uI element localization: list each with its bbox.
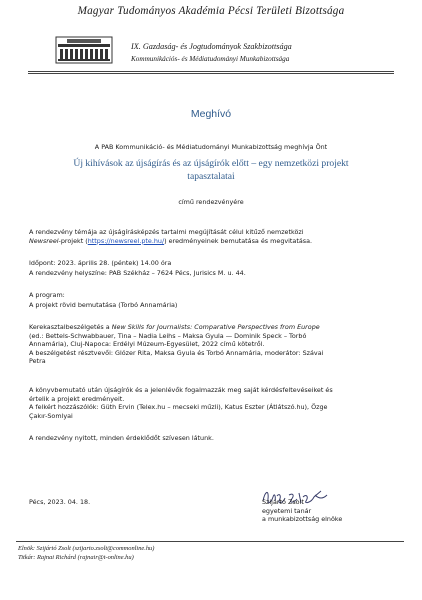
footer-secretary: Titkár: Rajnai Richárd (rajnair@t-online.hu) [18,554,134,561]
signer-block [262,498,402,524]
topic-paragraph [29,228,393,245]
invitation-heading: Meghívó [190,108,232,120]
time-line: Időpont: 2023. április 28. (péntek) 14.00 óra [29,259,172,267]
roundtable-line-3: Annamária), Cluj-Napoca: Erdélyi Múzeum-Egyesület, 2022 című kötetről. [29,340,265,349]
roundtable-intro: Kerekasztalbeszélgetés a [29,323,112,331]
event-title [0,158,422,183]
after-line-3: A felkért hozzászólók: Güth Ervin (Telex.hu – mecseki műzli), Katus Eszter (Átlátszó.hu), Özge [29,403,328,412]
roundtable-line-4: A beszélgetést résztvevői: Glózer Rita, Maksa Gyula és Torbó Annamária, moderátor: Szávai [29,348,324,357]
roundtable-line-5: Petra [29,357,46,366]
topic-text-end: ) eredményeinek bemutatása és megvitatása. [164,236,313,245]
footer-divider [16,541,404,542]
topic-line-2 [29,237,393,246]
signer-name: Szijártó Zsolt [262,498,304,506]
roundtable-line-2: (ed.: Bettels-Schwabbauer, Tina – Nadia Leihs – Maksa Gyula — Dominik Speck – Torbó [29,331,307,340]
event-title-line-2: tapasztalatai [187,170,235,182]
subcommittee-name: Kommunikációs- és Médiatudományi Munkabizottsága [131,55,290,63]
project-link[interactable]: https://newsreel.pte.hu/ [87,236,165,245]
footer-chair: Elnök: Szijártó Zsolt (szijarto.zsolt@commonline.hu) [18,545,155,552]
signer-title-2: a munkabizottság elnöke [262,515,343,524]
project-name: Newsreel [29,236,59,245]
after-line-1: A könyvbemutató után újságírók és a jelenlévők fogalmazzák meg saját kérdésfeltevéseiket és [29,386,333,394]
place-and-date: Pécs, 2023. 04. 18. [29,498,91,506]
event-subtitle: című rendezvényére [178,198,244,206]
header-divider-2 [28,73,394,74]
academy-building-logo [55,36,113,64]
venue-line: A rendezvény helyszíne: PAB Székház – 7624 Pécs, Jurisics M. u. 44. [29,269,246,277]
after-paragraph [29,386,393,420]
header-divider [28,71,394,72]
after-line-2: értelik a projekt eredményeit. [29,394,125,403]
roundtable-line-1 [29,323,393,332]
open-event-note: A rendezvény nyitott, minden érdeklődőt szívesen látunk. [29,434,214,442]
signer-title-1: egyetemi tanár [262,506,312,515]
roundtable-paragraph [29,323,393,366]
invitation-intro: A PAB Kommunikáció- és Médiatudományi Munkabizottság meghívja Önt [94,143,328,151]
event-title-line-1: Új kihívások az újságírás és az újságírók előtt – egy nemzetközi projekt [73,158,349,169]
program-label: A program: [29,291,65,299]
topic-text: -projekt ( [58,236,88,245]
topic-line-1: A rendezvény témája az újságírásképzés tartalmi megújítását célul kitűző nemzetközi [29,228,304,236]
program-item: A projekt rövid bemutatása (Torbó Annamária) [29,301,178,309]
committee-name: IX. Gazdaság- és Jogtudományok Szakbizottsága [131,42,292,51]
organization-title: Magyar Tudományos Akadémia Pécsi Területi Bizottsága [77,5,345,17]
book-title: New Skills for Journalists: Comparative Perspectives from Europe [111,323,320,331]
after-line-4: Çakır-Somlyai [29,411,73,420]
